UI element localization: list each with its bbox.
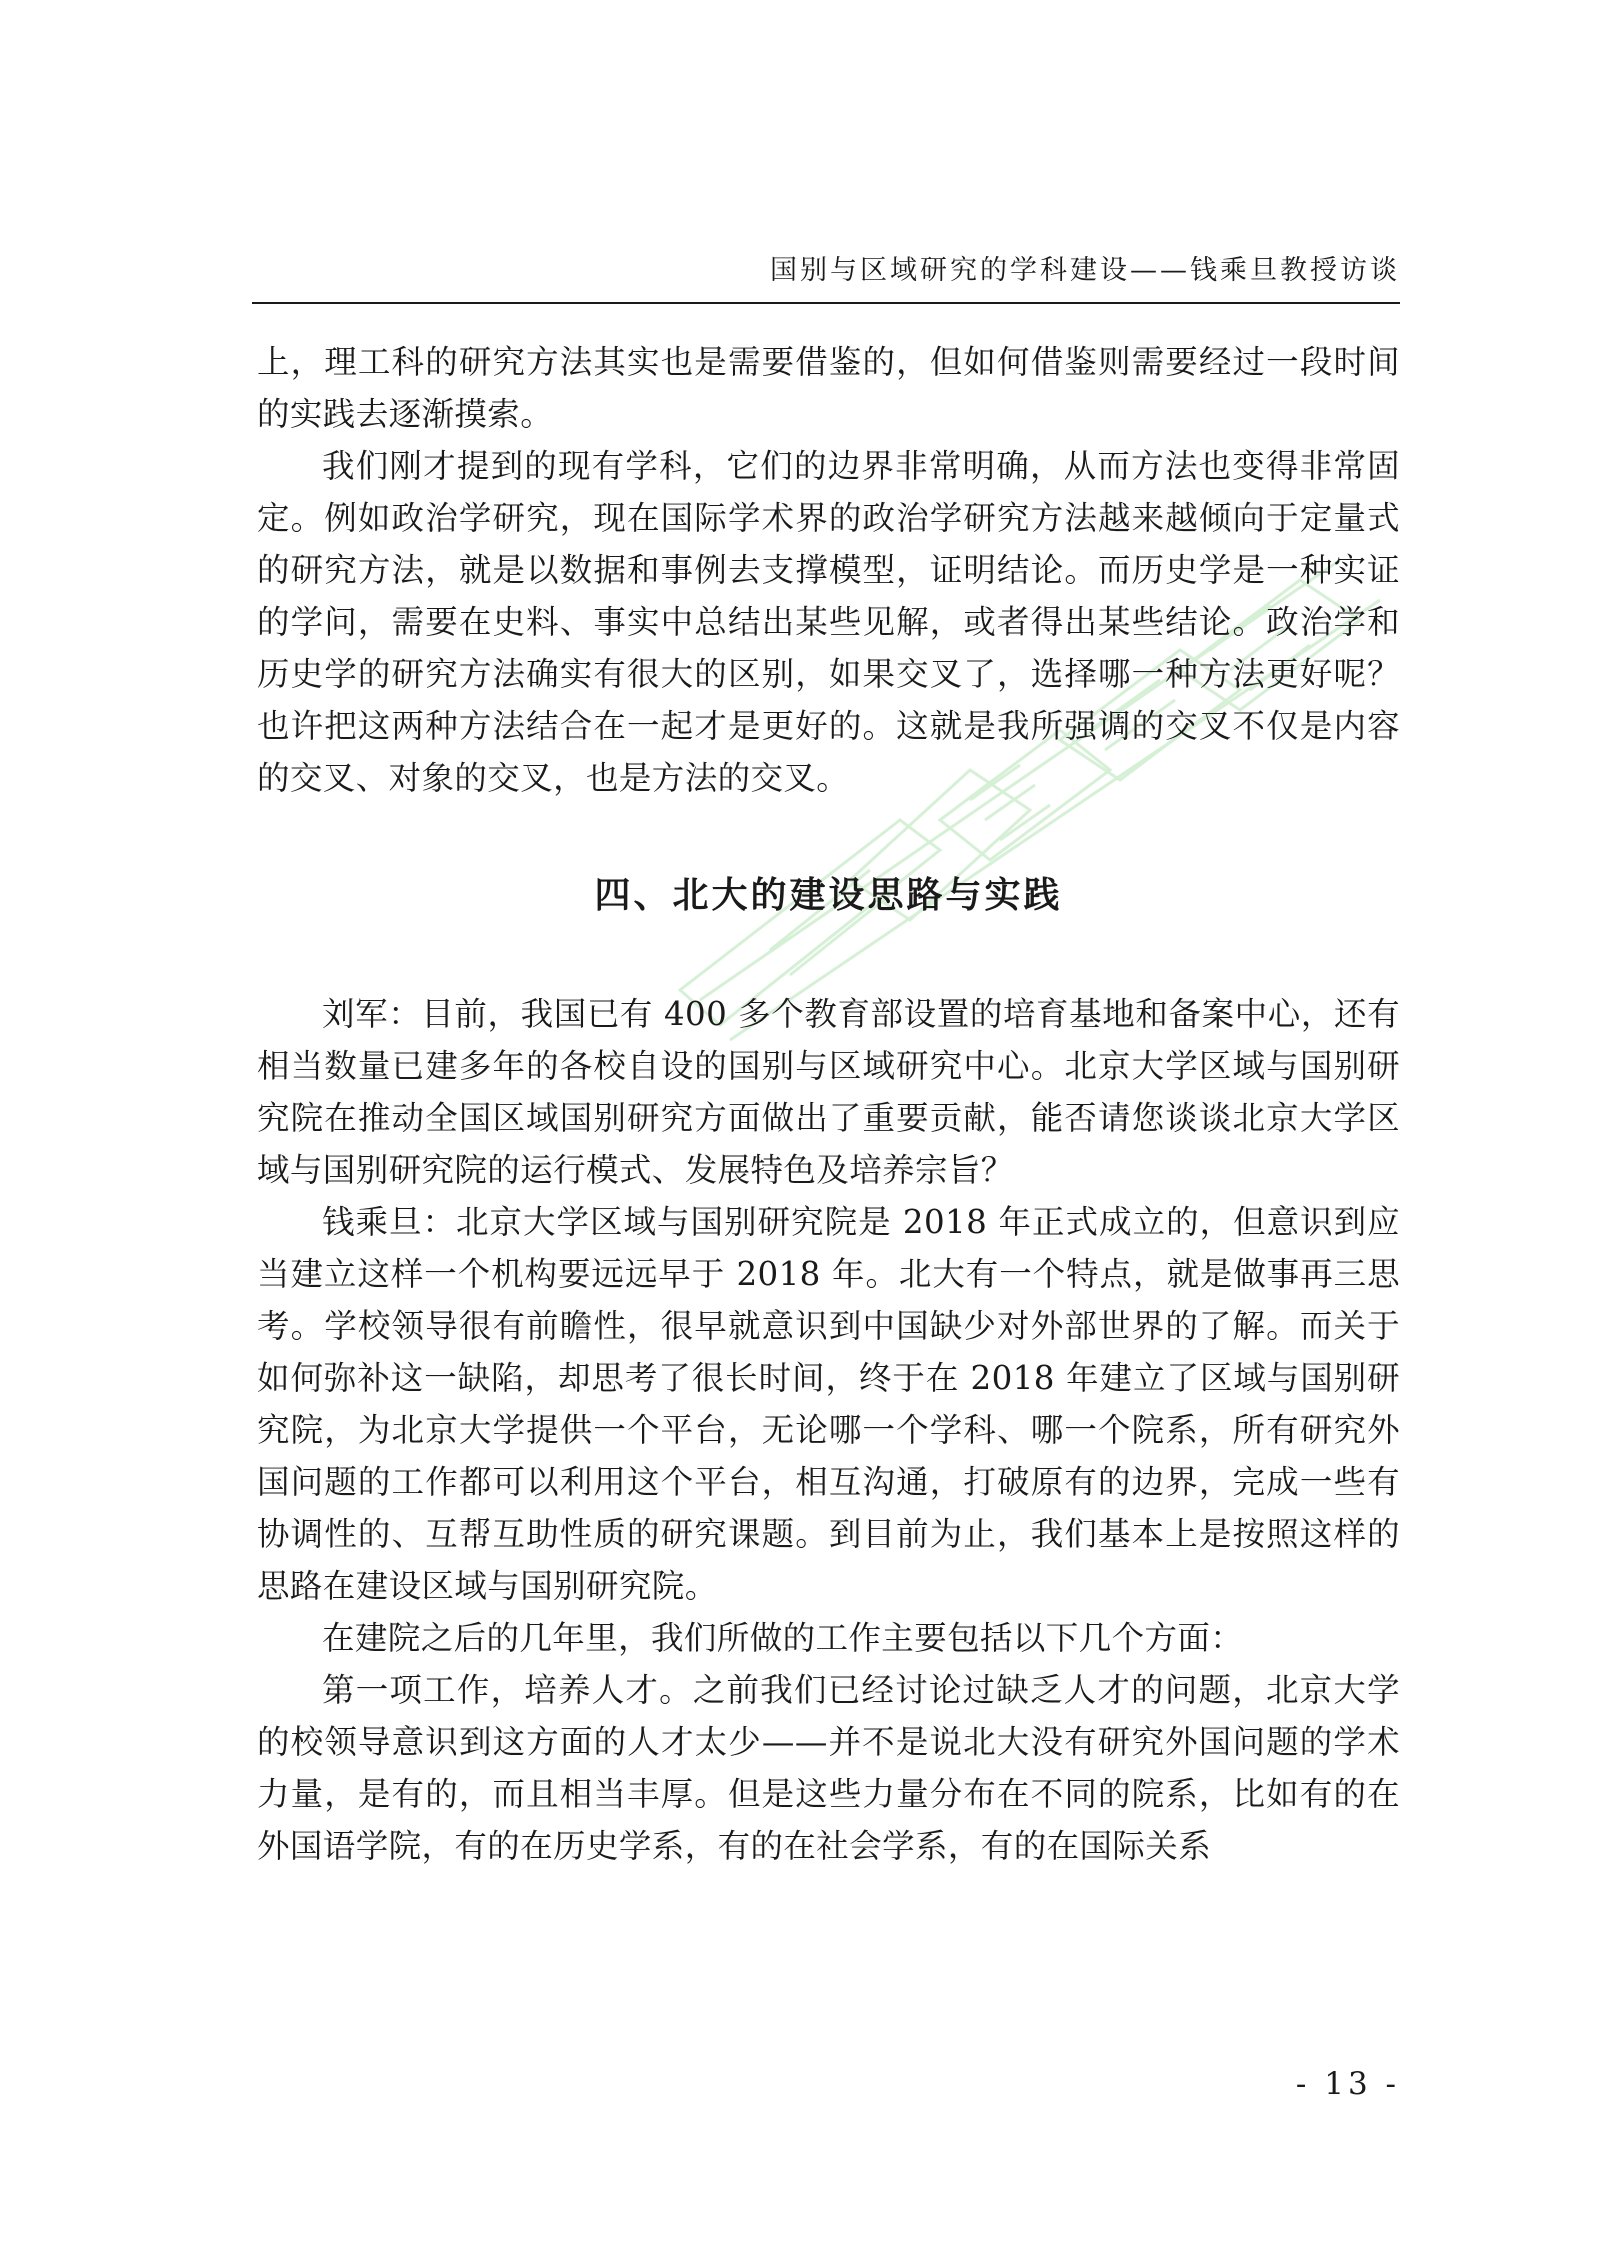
paragraph: 第一项工作，培养人才。之前我们已经讨论过缺乏人才的问题，北京大学的校领导意识到这方面的人才太少——并不是说北大没有研究外国问题的学术力量，是有的，而且相当丰厚。但是这些力量分布在不同的院系，比如有的在外国语学院，有的在历史学系，有的在社会学系，有的在国际关系 <box>257 1671 1400 1865</box>
paragraph-continued: 上，理工科的研究方法其实也是需要借鉴的，但如何借鉴则需要经过一段时间的实践去逐渐摸索。 <box>257 343 1400 433</box>
paragraph-question: 刘军：目前，我国已有 400 多个教育部设置的培育基地和备案中心，还有相当数量已建多年的各校自设的国别与区域研究中心。北京大学区域与国别研究院在推动全国区域国别研究方面做出了重要贡献，能否请您谈谈北京大学区域与国别研究院的运行模式、发展特色及培养宗旨？ <box>257 995 1400 1189</box>
paragraph: 在建院之后的几年里，我们所做的工作主要包括以下几个方面： <box>322 1619 1244 1657</box>
section-heading: 四、北大的建设思路与实践 <box>594 875 1063 916</box>
page-number: - 13 - <box>1295 2066 1400 2102</box>
running-header: 国别与区域研究的学科建设——钱乘旦教授访谈 <box>770 255 1400 286</box>
paragraph: 我们刚才提到的现有学科，它们的边界非常明确，从而方法也变得非常固定。例如政治学研究，现在国际学术界的政治学研究方法越来越倾向于定量式的研究方法，就是以数据和事例去支撑模型，证明结论。而历史学是一种实证的学问，需要在史料、事实中总结出某些见解，或者得出某些结论。政治学和历史学的研究方法确实有很大的区别，如果交叉了，选择哪一种方法更好呢？也许把这两种方法结合在一起才是更好的。这就是我所强调的交叉不仅是内容的交叉、对象的交叉，也是方法的交叉。 <box>257 447 1400 797</box>
paragraph-answer: 钱乘旦：北京大学区域与国别研究院是 2018 年正式成立的，但意识到应当建立这样一个机构要远远早于 2018 年。北大有一个特点，就是做事再三思考。学校领导很有前瞻性，很早就意识到中国缺少对外部世界的了解。而关于如何弥补这一缺陷，却思考了很长时间，终于在 2018 年建立了区域与国别研究院，为北京大学提供一个平台，无论哪一个学科、哪一个院系，所有研究外国问题的工作都可以利用这个平台，相互沟通，打破原有的边界，完成一些有协调性的、互帮互助性质的研究课题。到目前为止，我们基本上是按照这样的思路在建设区域与国别研究院。 <box>257 1203 1400 1605</box>
header-rule <box>252 302 1400 304</box>
body-text <box>257 336 1400 1872</box>
